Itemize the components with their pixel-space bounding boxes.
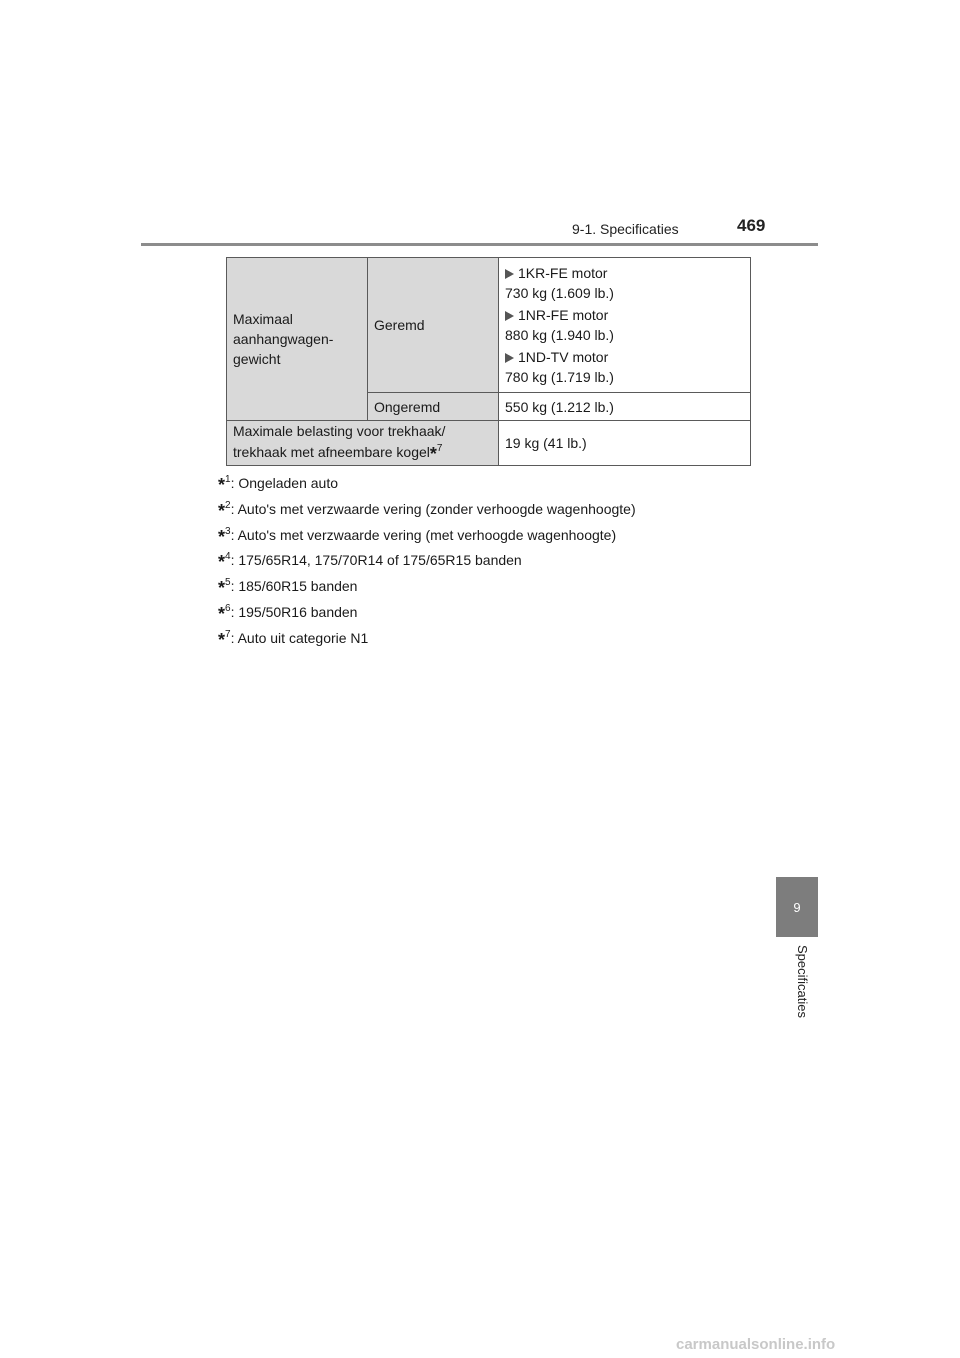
unbraked-value-cell — [499, 393, 751, 421]
footnote-marker: * — [218, 500, 226, 521]
triangle-bullet-icon — [505, 311, 514, 321]
chapter-label: Specificaties — [795, 945, 810, 1018]
braked-values-cell — [499, 258, 751, 393]
footnote: *$^3$: Auto's met verzwaarde vering (met verhoogde wagenhoogte) — [218, 525, 617, 547]
unbraked-value: 550 kg (1.212 lb.) — [505, 398, 614, 415]
footnote-marker: * — [218, 526, 226, 547]
chapter-tab[interactable] — [776, 877, 818, 937]
watermark: carmanualsonline.info — [676, 1336, 836, 1353]
unbraked-label: Ongeremd — [374, 398, 441, 415]
hitch-label-cell — [227, 421, 499, 466]
section-title: 9-1. Specificaties — [572, 221, 679, 237]
hitch-value-cell — [499, 421, 751, 466]
triangle-bullet-icon — [505, 269, 514, 279]
braked-label-cell — [368, 258, 499, 393]
weight-value: 730 kg (1.609 lb.) — [505, 285, 614, 301]
weight-value: 780 kg (1.719 lb.) — [505, 369, 614, 385]
hitch-label-line: trekhaak met afneembare kogel*$^7$ — [233, 443, 443, 464]
towing-label-cell — [227, 258, 368, 421]
weight-value: 880 kg (1.940 lb.) — [505, 327, 614, 343]
footnote-ref: 7 — [436, 443, 443, 454]
footnote-marker: * — [218, 578, 226, 599]
braked-label: Geremd — [374, 317, 425, 333]
footnote-marker: * — [218, 629, 226, 650]
footnote-marker: * — [429, 444, 437, 464]
engine-label: 1ND-TV motor — [505, 347, 744, 367]
hitch-value: 19 kg (41 lb.) — [505, 435, 587, 451]
table-row — [227, 421, 751, 466]
footnote-marker: * — [218, 475, 226, 495]
engine-label: 1NR-FE motor — [505, 305, 744, 325]
footnote: *$^7$: Auto uit categorie N1 — [218, 628, 369, 650]
chapter-number: 9 — [793, 899, 801, 915]
page-number: 469 — [737, 216, 766, 235]
engine-label: 1KR-FE motor — [505, 263, 744, 283]
footnote: *$^5$: 185/60R15 banden — [218, 577, 358, 599]
footnote-marker: * — [218, 603, 226, 624]
towing-label: Maximaal aanhangwagen- gewicht — [233, 311, 334, 367]
triangle-bullet-icon — [505, 353, 514, 363]
unbraked-label-cell — [368, 393, 499, 421]
footnote-marker: * — [218, 552, 226, 573]
footnote: *$^2$: Auto's met verzwaarde vering (zonder verhoogde wagenhoogte) — [218, 499, 636, 521]
footnotes — [218, 474, 636, 655]
footnote: *$^4$: 175/65R14, 175/70R14 of 175/65R15 banden — [218, 551, 522, 573]
header-rule — [141, 243, 818, 246]
table-row — [227, 258, 751, 393]
hitch-label-line: Maximale belasting voor trekhaak/ — [233, 423, 446, 439]
footnote: *$^1$: Ongeladen auto — [218, 474, 338, 495]
footnote: *$^6$: 195/50R16 banden — [218, 602, 358, 624]
spec-table — [226, 257, 751, 466]
